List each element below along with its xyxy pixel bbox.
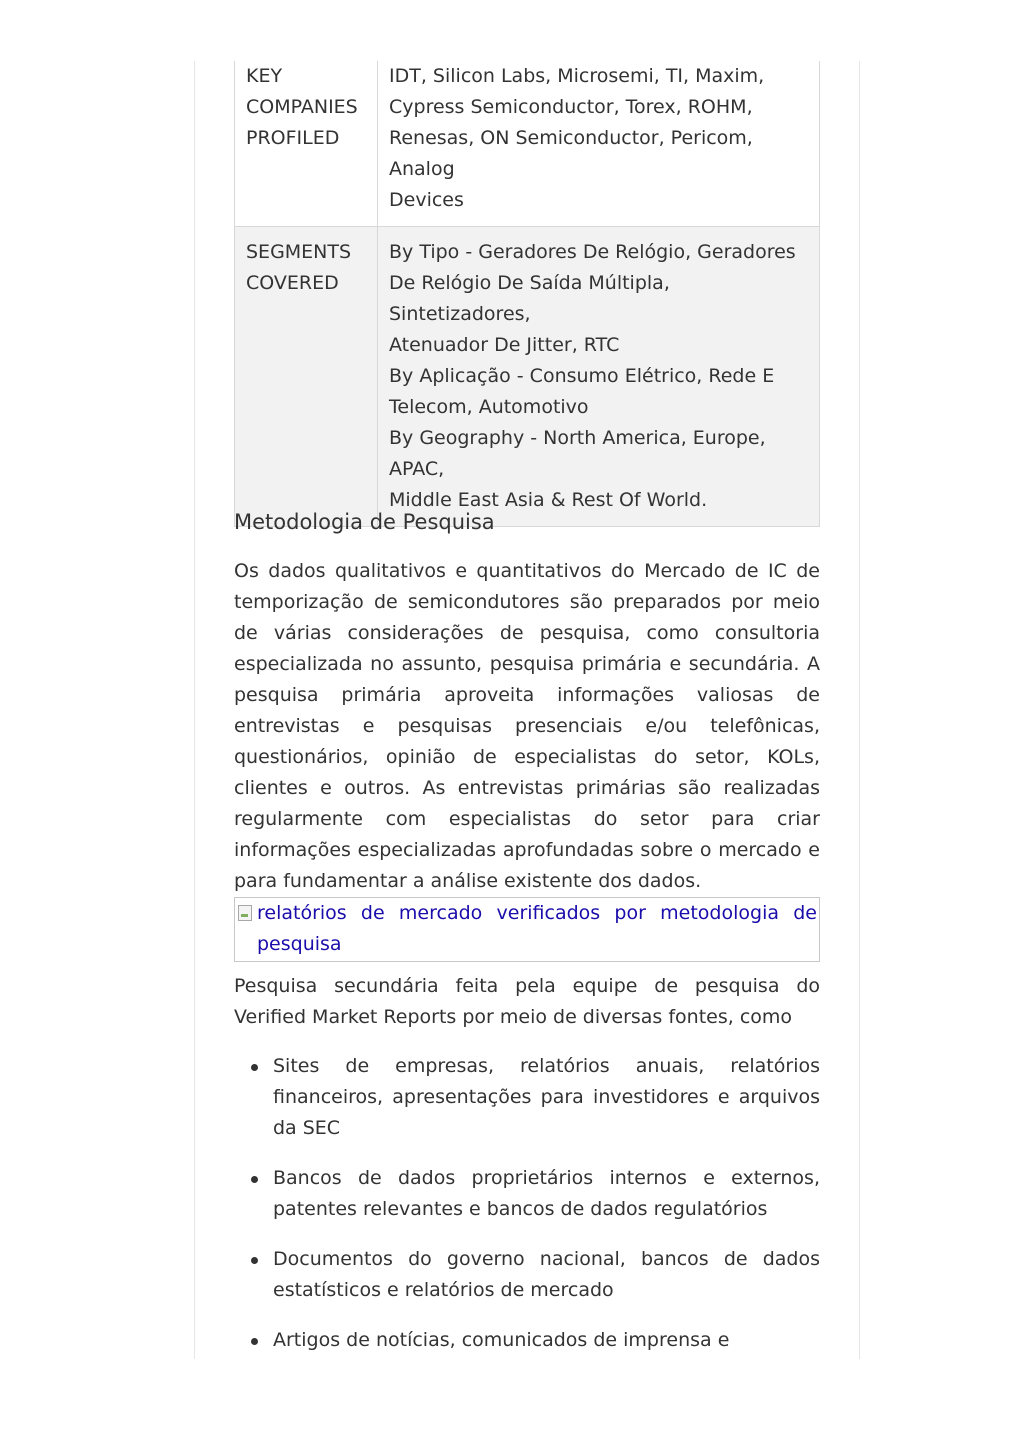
methodology-paragraph: Os dados qualitativos e quantitativos do Mercado de IC de temporização de semicondutores são preparados por meio de várias considerações de pesquisa, como consultoria especializada no assunto, pesquisa primária e secundária. A pesquisa primária aproveita informações valiosas de entrevistas e pesquisas presenciais e/ou telefônicas, questionários, opinião de especialistas do setor, KOLs, clientes e outros. As entrevistas primárias são realizadas regularmente com especialistas do setor para criar informações especializadas aprofundadas sobre o mercado e para fundamentar a análise existente dos dados. [234, 560, 820, 892]
list-item [234, 1244, 820, 1306]
label-line: COMPANIES [246, 96, 358, 118]
value-line: By Geography - North America, Europe, APAC, [389, 427, 766, 480]
list-item-text: Sites de empresas, relatórios anuais, relatórios financeiros, apresentações para investidores e arquivos da SEC [273, 1055, 820, 1139]
value-line: By Aplicação - Consumo Elétrico, Rede E [389, 365, 775, 387]
list-item [234, 1163, 820, 1225]
bullet-icon [251, 1064, 258, 1071]
table-label-cell [235, 227, 378, 527]
bullet-icon [251, 1257, 258, 1264]
table-label-cell [235, 61, 378, 227]
report-scope-table [234, 61, 820, 527]
bullet-icon [251, 1176, 258, 1183]
section-title: Metodologia de Pesquisa [234, 510, 495, 534]
sources-list [234, 1051, 820, 1359]
image-alt-text: pesquisa [257, 933, 342, 955]
value-line: Renesas, ON Semiconductor, Pericom, Analog [389, 127, 753, 180]
table-row [235, 61, 820, 227]
list-item-text: Artigos de notícias, comunicados de imprensa e [273, 1329, 730, 1351]
value-line: By Tipo - Geradores De Relógio, Geradores [389, 241, 796, 263]
secondary-research-paragraph: Pesquisa secundária feita pela equipe de pesquisa do Verified Market Reports por meio de diversas fontes, como [234, 975, 820, 1028]
image-alt-text: relatórios de mercado verificados por metodologia de [257, 902, 817, 924]
list-item-text: Bancos de dados proprietários internos e externos, patentes relevantes e bancos de dados regulatórios [273, 1167, 820, 1220]
label-line: KEY [246, 65, 283, 87]
value-line: IDT, Silicon Labs, Microsemi, TI, Maxim, [389, 65, 765, 87]
document-page [194, 61, 860, 1359]
image-alt-link[interactable] [257, 898, 817, 960]
broken-image-icon [238, 905, 252, 921]
list-item-text: Documentos do governo nacional, bancos de dados estatísticos e relatórios de mercado [273, 1248, 820, 1301]
value-line: Devices [389, 189, 464, 211]
list-item [234, 1325, 820, 1356]
methodology-image[interactable] [234, 897, 820, 962]
label-line: PROFILED [246, 127, 340, 149]
value-line: Atenuador De Jitter, RTC [389, 334, 620, 356]
label-line: COVERED [246, 272, 339, 294]
document-content [234, 61, 820, 1351]
table-row [235, 227, 820, 527]
value-line: De Relógio De Saída Múltipla, Sintetizadores, [389, 272, 670, 325]
value-line: Telecom, Automotivo [389, 396, 589, 418]
label-line: SEGMENTS [246, 241, 352, 263]
value-line: Middle East Asia & Rest Of World. [389, 489, 708, 511]
table-value-cell [378, 227, 820, 527]
table-value-cell [378, 61, 820, 227]
list-item [234, 1051, 820, 1144]
bullet-icon [251, 1338, 258, 1345]
value-line: Cypress Semiconductor, Torex, ROHM, [389, 96, 753, 118]
